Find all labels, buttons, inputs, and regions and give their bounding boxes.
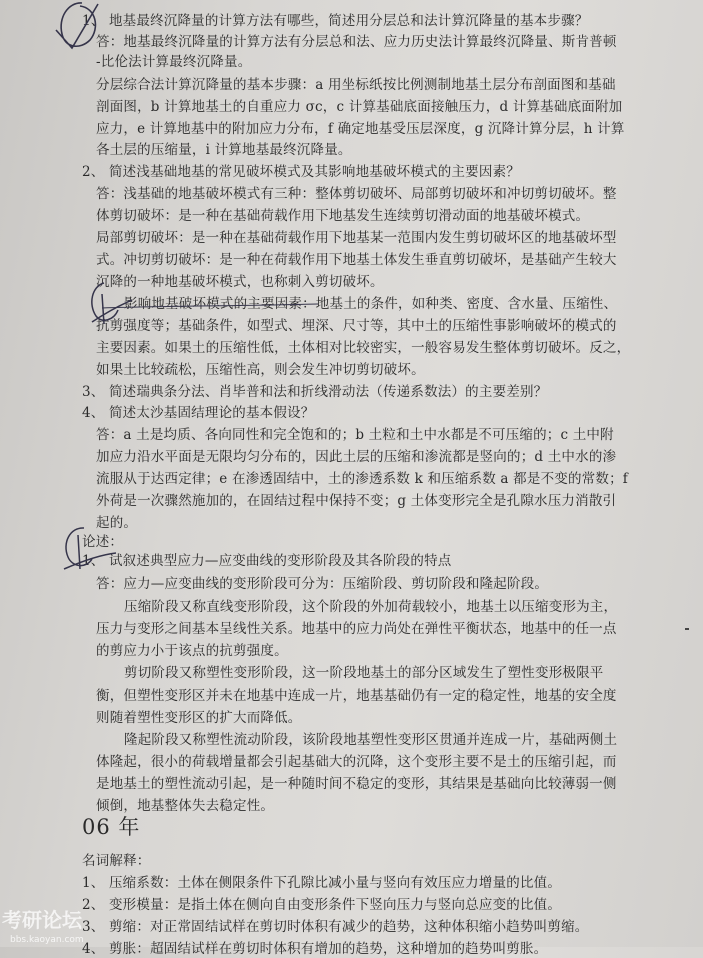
- text-line: 4、 简述太沙基固结理论的基本假设？: [82, 405, 315, 421]
- text-line: 则随着塑性变形区的扩大而降低。: [96, 710, 302, 726]
- text-line: 剖面图，b 计算地基土的自重应力 σc，c 计算基础底面接触压力，d 计算基础底面附加: [96, 99, 623, 115]
- text-line: 如果土比较疏松，压缩性高，则会发生冲切剪切破坏。: [96, 362, 425, 378]
- text-line: 剪切阶段又称塑性变形阶段，这一阶段地基土的部分区域发生了塑性变形极限平: [124, 665, 604, 681]
- underline-mark: [100, 300, 320, 312]
- text-line: 1、 压缩系数：土体在侧限条件下孔隙比减小量与竖向有效压应力增量的比值。: [82, 875, 562, 891]
- text-line: 起的。: [96, 515, 138, 531]
- text-line: 压力与变形之间基本呈线性关系。地基中的应力尚处在弹性平衡状态，地基中的任一点: [96, 621, 617, 637]
- text-line: 答：地基最终沉降量的计算方法有分层总和法、应力历史法计算最终沉降量、斯肯普顿: [96, 34, 617, 50]
- text-line: 1、 地基最终沉降量的计算方法有哪些，简述用分层总和法计算沉降量的基本步骤？: [82, 13, 589, 29]
- text-line: 应力，e 计算地基中的附加应力分布，f 确定地基受压层深度，g 沉降计算分层，h 计算: [96, 121, 625, 137]
- text-line: 局部剪切破坏：是一种在基础荷载作用下地基某一范围内发生剪切破坏区的地基破坏型: [96, 230, 617, 246]
- text-line: 式。冲切剪切破坏：是一种在荷载作用下地基土体发生垂直剪切破坏，是基础产生较大: [96, 252, 617, 268]
- text-line: 论述：: [82, 534, 124, 550]
- handwritten-circle-mark-1: [50, 0, 110, 55]
- text-line: 2、 变形模量：是指土体在侧向自由变形条件下竖向压力与竖向总应变的比值。: [82, 897, 562, 913]
- text-line: 1、 试叙述典型应力—应变曲线的变形阶段及其各阶段的特点: [82, 553, 452, 569]
- text-line: 衡，但塑性变形区并未在地基中连成一片，地基基础仍有一定的稳定性，地基的安全度: [96, 688, 617, 704]
- text-line: 答：a 土是均质、各向同性和完全饱和的；b 土粒和土中水都是不可压缩的；c 土中附: [96, 427, 614, 443]
- text-line: 沉降的一种地基破坏模式，也称刺入剪切破坏。: [96, 274, 384, 290]
- watermark-logo: 考研论坛: [2, 908, 82, 932]
- text-line: 分层综合法计算沉降量的基本步骤：a 用坐标纸按比例测制地基土层分布剖面图和基础: [96, 77, 616, 93]
- text-line: 影响地基破坏模式的主要因素：地基土的条件，如种类、密度、含水量、压缩性、: [124, 296, 618, 312]
- text-line: 3、 简述瑞典条分法、肖毕普和法和折线滑动法（传递系数法）的主要差别？: [82, 384, 548, 400]
- text-line: 答：浅基础的地基破坏模式有三种：整体剪切破坏、局部剪切破坏和冲切剪切破坏。整: [96, 186, 617, 202]
- text-line: 加应力沿水平面是无限均匀分布的，因此土层的压缩和渗流都是竖向的；d 土中水的渗: [96, 449, 617, 465]
- text-line: -比伦法计算最终沉降量。: [96, 54, 252, 70]
- watermark-url: bbs.kaoyan.com: [10, 935, 84, 945]
- text-line: 名词解释：: [82, 853, 151, 869]
- text-line: 外荷是一次骤然施加的，在固结过程中保持不变；g 土体变形完全是孔隙水压力消散引: [96, 493, 617, 509]
- section-heading: 06 年: [82, 815, 141, 839]
- text-line: 各土层的压缩量，i 计算地基最终沉降量。: [96, 142, 352, 158]
- text-line: 是地基土的塑性流动引起，是一种随时间不稳定的变形，其结果是基础向比较薄弱一侧: [96, 776, 617, 792]
- margin-tick: [685, 628, 689, 630]
- text-line: 流服从于达西定律；e 在渗透固结中，土的渗透系数 k 和压缩系数 a 都是不变的常数；f: [96, 471, 628, 487]
- text-line: 主要因素。如果土的压缩性低，土体相对比较密实，一般容易发生整体剪切破坏。反之，: [96, 340, 631, 356]
- text-line: 的剪应力小于该点的抗剪强度。: [96, 643, 288, 659]
- text-line: 体隆起，很小的荷载增量都会引起基础大的沉降，这个变形主要不是土的压缩引起，而: [96, 754, 617, 770]
- text-line: 答：应力—应变曲线的变形阶段可分为：压缩阶段、剪切阶段和隆起阶段。: [96, 576, 549, 592]
- text-line: 4、 剪胀：超固结试样在剪切时体积有增加的趋势，这种增加的趋势叫剪胀。: [82, 941, 548, 957]
- text-line: 隆起阶段又称塑性流动阶段，该阶段地基塑性变形区贯通并连成一片，基础两侧土: [124, 732, 618, 748]
- text-line: 压缩阶段又称直线变形阶段，这个阶段的外加荷载较小，地基土以压缩变形为主，: [124, 599, 618, 615]
- handwritten-circle-mark-3: [58, 525, 118, 577]
- text-line: 3、 剪缩：对正常固结试样在剪切时体积有减少的趋势，这种体积缩小趋势叫剪缩。: [82, 919, 589, 935]
- text-line: 抗剪强度等；基础条件，如型式、埋深、尺寸等，其中土的压缩性事影响破坏的模式的: [96, 318, 617, 334]
- text-line: 2、 简述浅基础地基的常见破坏模式及其影响地基破坏模式的主要因素？: [82, 164, 520, 180]
- text-line: 倾倒，地基整体失去稳定性。: [96, 798, 275, 814]
- text-line: 体剪切破坏：是一种在基础荷载作用下地基发生连续剪切滑动面的地基破坏模式。: [96, 208, 590, 224]
